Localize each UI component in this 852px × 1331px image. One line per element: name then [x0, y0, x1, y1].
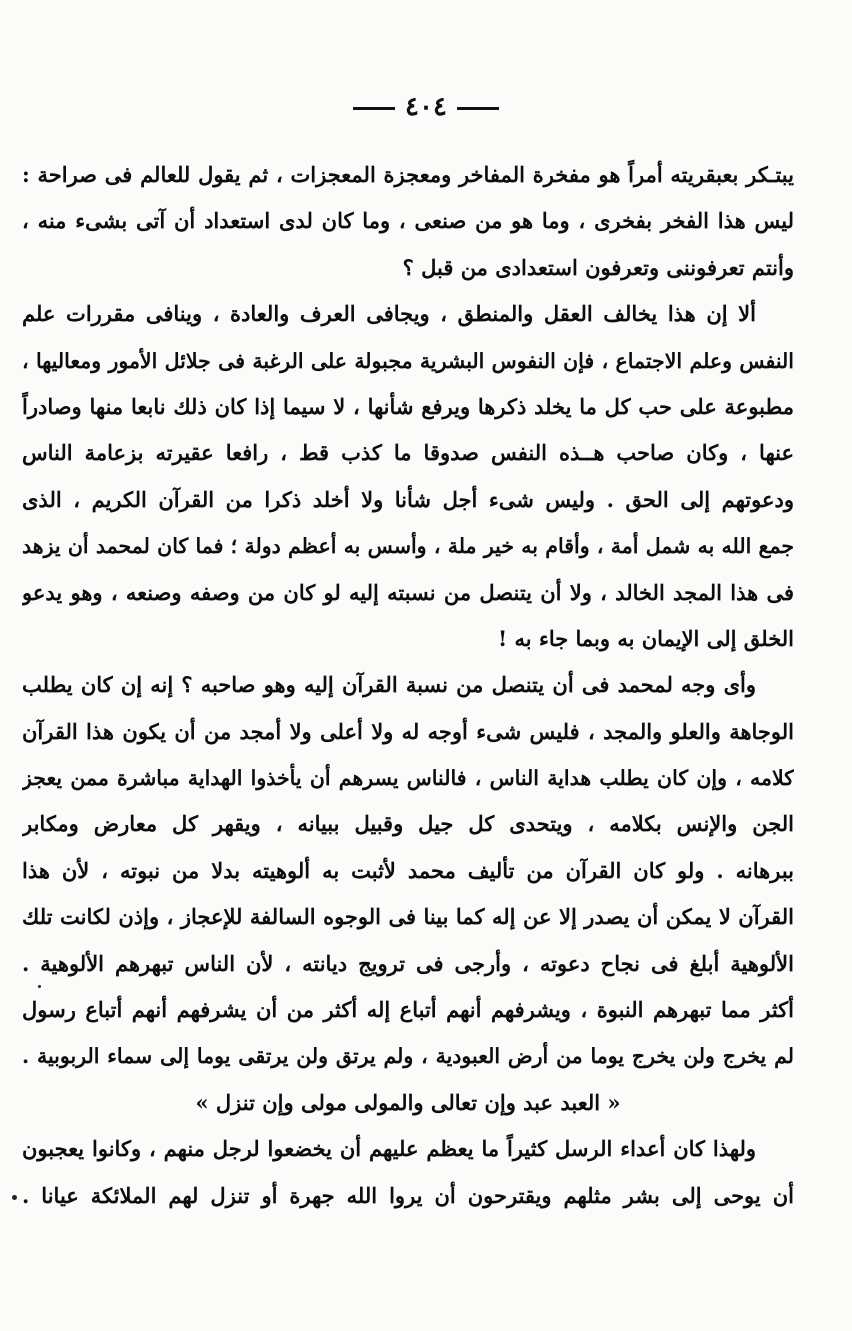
text-line: وأنتم تعرفوننى وتعرفون استعدادى من قبل ؟: [402, 254, 794, 280]
text-line: النفس وعلم الاجتماع ، فإن النفوس البشرية مجبولة على الرغبة فى جلائل الأمور ومعاليها ،: [22, 348, 794, 373]
text-line: الخلق إلى الإيمان به وبما جاء به !: [498, 625, 794, 651]
scan-speck: [12, 1195, 17, 1200]
text-line: الجن والإنس بكلامه ، ويتحدى كل جيل وقبيل ببيانه ، ويقهر كل معارض ومكابر: [22, 811, 794, 837]
text-line: عنها ، وكان صاحب هــذه النفس صدوقا ما كذب قط ، رافعا عقيرته بزعامة الناس: [22, 440, 794, 466]
text-line: جمع الله به شمل أمة ، وأقام به خير ملة ، وأسس به أعظم دولة ؛ فما كان لمحمد أن يزهد: [22, 534, 794, 559]
scan-speck: [38, 985, 41, 988]
paragraph-start-line: وأى وجه لمحمد فى أن يتنصل من نسبة القرآن إليه وهو صاحبه ؟ إنه إن كان يطلب: [22, 672, 756, 698]
text-line: أن يوحى إلى بشر مثلهم ويقترحون أن يروا الله جهرة أو تنزل لهم الملائكة عيانا .: [22, 1182, 794, 1208]
text-line: ليس هذا الفخر بفخرى ، وما هو من صنعى ، وما كان لدى استعداد أن آتى بشىء منه ،: [22, 208, 794, 234]
paragraph-start-line: ولهذا كان أعداء الرسل كثيراً ما يعظم عليهم أن يخضعوا لرجل منهم ، وكانوا يعجبون: [22, 1136, 756, 1162]
text-line: يبتـكر بعبقريته أمراً هو مفخرة المفاخر ومعجزة المعجزات ، ثم يقول للعالم فى صراحة :: [22, 162, 794, 187]
verse-line: « العبد عبد وإن تعالى والمولى مولى وإن تنزل »: [195, 1089, 621, 1115]
text-line: ودعوتهم إلى الحق . وليس شىء أجل شأنا ولا أخلد ذكرا من القرآن الكريم ، الذى: [22, 486, 794, 512]
paragraph-start-line: ألا إن هذا يخالف العقل والمنطق ، ويجافى العرف والعادة ، وينافى مقررات علم: [22, 301, 756, 327]
text-line: الوجاهة والعلو والمجد ، فليس شىء أوجه له ولا أعلى ولا أمجد من أن يكون هذا القرآن: [22, 718, 794, 744]
page-body: [22, 152, 794, 1219]
text-line: أكثر مما تبهرهم النبوة ، ويشرفهم أنهم أتباع إله أكثر من أن يشرفهم أنهم أتباع رسول: [22, 997, 794, 1023]
header-dash-right: [457, 107, 499, 110]
text-line: الألوهية أبلغ فى نجاح دعوته ، وأرجى فى ترويج ديانته ، لأن الناس تبهرهم الألوهية .: [22, 950, 794, 976]
text-line: كلامه ، وإن كان يطلب هداية الناس ، فالناس يسرهم أن يأخذوا الهداية مباشرة ممن يعجز: [22, 766, 794, 791]
page-header: [0, 92, 852, 122]
text-line: القرآن لا يمكن أن يصدر إلا عن إله كما بينا فى الوجوه السالفة للإعجاز ، وإذن لكانت تلك: [22, 904, 794, 930]
header-dash-left: [353, 107, 395, 110]
text-line: لم يخرج ولن يخرج يوما من أرض العبودية ، ولم يرتق ولن يرتقى يوما إلى سماء الربوبية .: [22, 1044, 794, 1069]
text-line: ببرهانه . ولو كان القرآن من تأليف محمد لأثبت به ألوهيته بدلا من نبوته ، لأن هذا: [22, 857, 794, 883]
text-line: فى هذا المجد الخالد ، ولا أن يتنصل من نسبته إليه لو كان من وصفه وصنعه ، وهو يدعو: [22, 579, 794, 605]
page-number: ٤٠٤: [405, 92, 447, 122]
text-line: مطبوعة على حب كل ما يخلد ذكرها ويرفع شأنها ، لا سيما إذا كان ذلك نابعا منها وصادراً: [22, 393, 794, 419]
